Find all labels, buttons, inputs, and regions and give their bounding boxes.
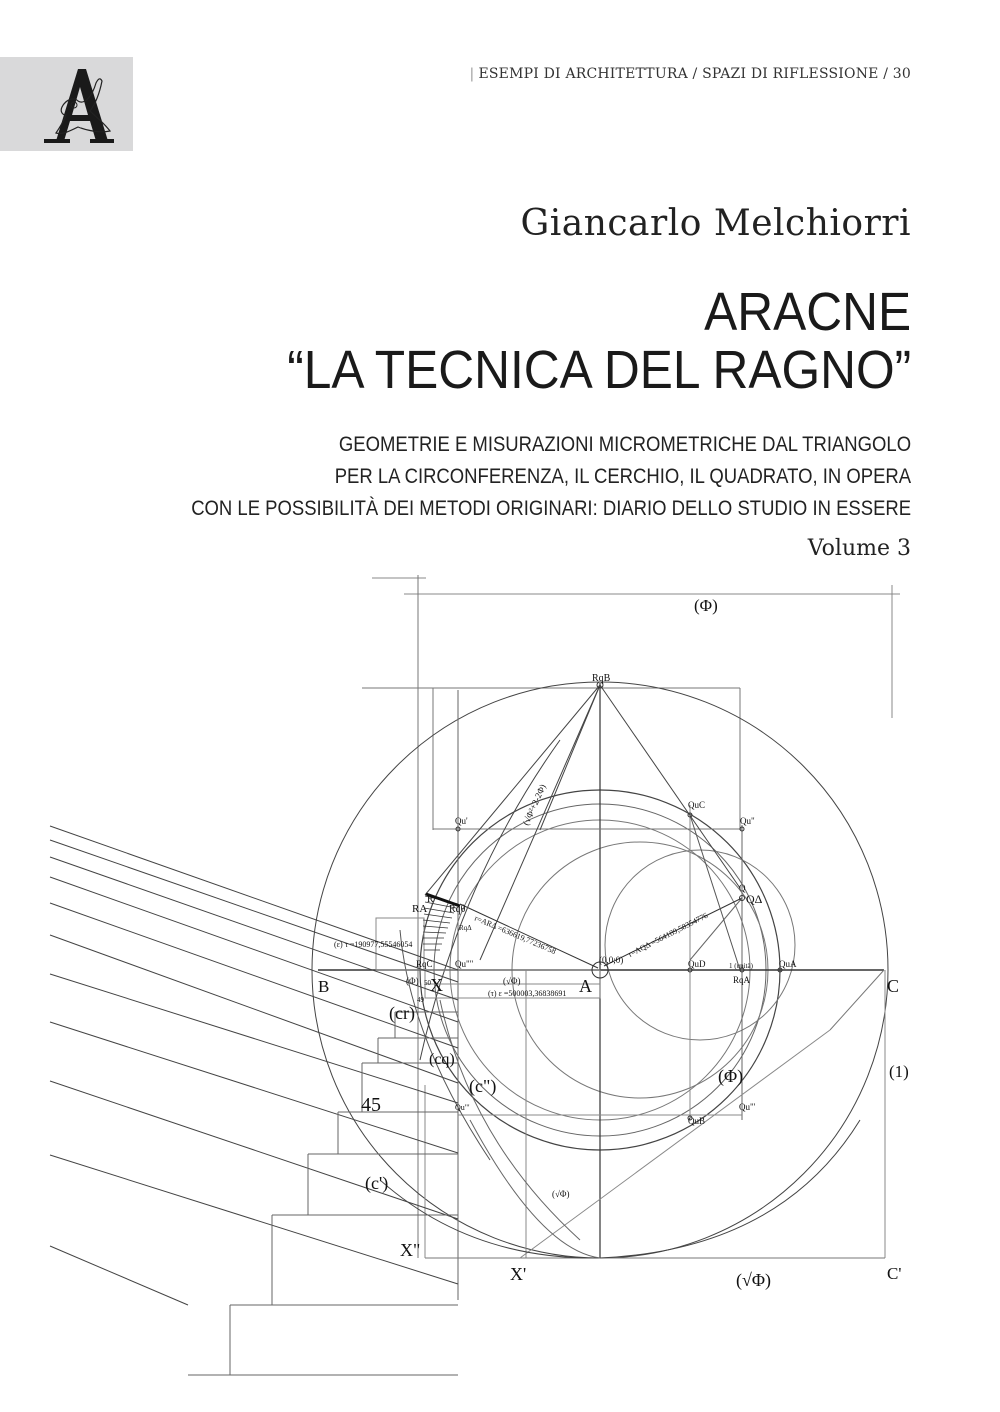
series-text: ESEMPI DI ARCHITETTURA / SPAZI DI RIFLESSIONE / 30 [478, 66, 911, 82]
label-tau-epsilon: (τ) ε =500003,36838691 [488, 989, 567, 998]
label-X: X [430, 975, 443, 995]
series-separator: | [469, 66, 475, 82]
label-RqA: RqA [733, 975, 751, 985]
subtitle-line-1: GEOMETRIE E MISURAZIONI MICROMETRICHE DAL TRIANGOLO [338, 432, 912, 456]
label-origin: (0,0;0) [599, 955, 624, 965]
label-epsilon-tau: (ε) τ =190977,55546054 [334, 940, 413, 949]
label-QuD: QuD [688, 959, 706, 969]
label-Qu4: Qu"" [455, 959, 474, 969]
label-A: A [579, 976, 592, 996]
label-c-prime: (c') [365, 1173, 389, 1193]
label-r-AQA: r=AQΔ =564189,58354776 [626, 910, 710, 959]
label-sqrt-phi-small: (√Φ) [552, 1189, 570, 1199]
label-phi-small: (Φ) [406, 976, 419, 986]
label-Qu1: Qu' [455, 816, 468, 826]
label-unita: 1 (unità) [729, 962, 753, 970]
label-RA: RA [412, 903, 428, 915]
label-45: 45 [361, 1094, 381, 1116]
label-49: 49 [417, 996, 424, 1004]
label-QuB: QuB [688, 1116, 706, 1126]
label-50: 50 [424, 979, 431, 987]
label-c-double-prime: (c") [469, 1076, 497, 1096]
title-line-2: “LA TECNICA DEL RAGNO” [287, 340, 911, 400]
label-QuC: QuC [688, 800, 706, 810]
label-RqDelta: RqΔ [459, 924, 472, 932]
label-QuA: QuA [779, 959, 797, 969]
label-B: B [318, 977, 330, 996]
label-Rq0: Rqθ [449, 904, 466, 915]
label-sqrt-formula: (√Φ²+2-2Φ) [520, 782, 548, 827]
label-Q: Q [739, 883, 746, 893]
label-X-prime: X' [510, 1264, 527, 1284]
label-C: C [887, 976, 900, 996]
label-sqrt-phi-bottom: (√Φ) [736, 1270, 772, 1290]
label-Qu3-left: Qu"' [455, 1103, 470, 1112]
subtitle-line-3: CON LE POSSIBILITÀ DEI METODI ORIGINARI: DIARIO DELLO STUDIO IN ESSERE [191, 496, 911, 520]
label-QDelta: QΔ [746, 892, 763, 906]
label-Qu2: Qu" [740, 816, 755, 826]
label-r-ARA: r=ARΔ =636619,77236758 [473, 913, 558, 957]
label-RqC: RqC [416, 959, 433, 969]
label-R: R [427, 894, 434, 905]
label-c-r: (cr) [389, 1003, 415, 1023]
label-RqB: RqB [592, 673, 611, 684]
subtitle-line-2: PER LA CIRCONFERENZA, IL CERCHIO, IL QUADRATO, IN OPERA [334, 464, 911, 488]
label-C-prime: C' [887, 1264, 902, 1283]
label-phi-top: (Φ) [694, 596, 718, 615]
title-line-1: ARACNE [703, 282, 911, 342]
label-c-q: (cq) [429, 1051, 455, 1068]
label-one: (1) [889, 1062, 909, 1081]
label-phi-right: (Φ) [718, 1066, 744, 1086]
author-name: Giancarlo Melchiorri [520, 203, 911, 244]
volume-label: Volume 3 [807, 536, 911, 561]
label-sqrt-phi-mid: (√Φ) [503, 976, 521, 986]
label-X-double-prime: X" [400, 1240, 421, 1260]
label-Qu3-right: Qu"' [739, 1102, 756, 1112]
